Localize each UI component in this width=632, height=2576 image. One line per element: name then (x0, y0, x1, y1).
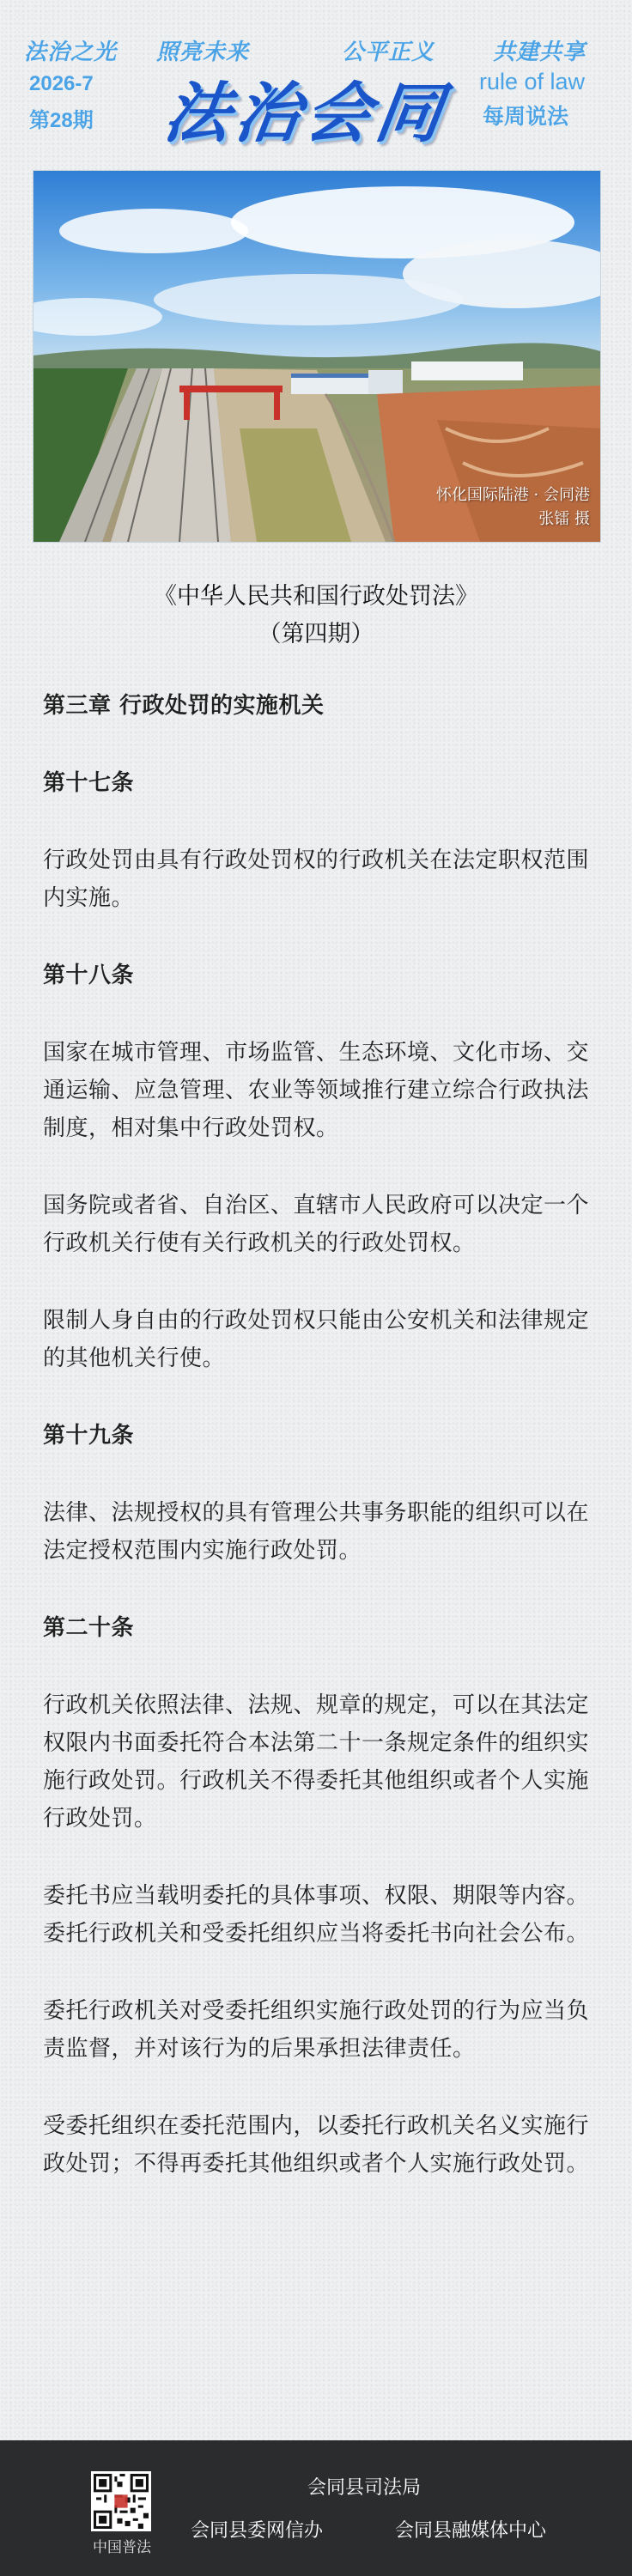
document-title: 《中华人民共和国行政处罚法》 (154, 583, 478, 610)
document-subtitle: （第四期） (258, 621, 374, 647)
chapter-heading: 第三章 行政处罚的实施机关 (43, 693, 325, 719)
article-20-paragraph-4: 受委托组织在委托范围内，以委托行政机关名义实施行政处罚；不得再委托其他组织或者个人实施行政处罚。 (43, 2113, 590, 2177)
footer-org-cyberspace: 会同县委网信办 (191, 2520, 324, 2542)
article-19-paragraph-1: 法律、法规授权的具有管理公共事务职能的组织可以在法定授权范围内实施行政处罚。 (43, 1500, 590, 1564)
photo-caption-location: 怀化国际陆港 · 会同港 (435, 486, 590, 504)
weekly-label: 每周说法 (483, 105, 569, 129)
slogan-4: 共建共享 (493, 39, 586, 65)
qr-label: 中国普法 (93, 2539, 151, 2556)
photo-caption (436, 483, 590, 532)
photo-caption-credit: 张镭 摄 (538, 510, 590, 528)
article-20-paragraph-1: 行政机关依照法律、法规、规章的规定，可以在其法定权限内书面委托符合本法第二十一条规定条件的组织实施行政处罚。行政机关不得委托其他组织或者个人实施行政处罚。 (43, 1692, 590, 1832)
article-18-paragraph-3: 限制人身自由的行政处罚权只能由公安机关和法律规定的其他机关行使。 (43, 1308, 590, 1371)
header-photo (33, 170, 601, 543)
english-tagline: rule of law (479, 69, 586, 94)
article-18-heading: 第十八条 (43, 963, 135, 988)
issue-number: 第28期 (29, 109, 94, 132)
qr-code-icon (94, 2474, 149, 2529)
slogan-3: 公平正义 (342, 39, 435, 65)
footer (0, 2440, 632, 2576)
article-20-paragraph-3: 委托行政机关对受委托组织实施行政处罚的行为应当负责监督，并对该行为的后果承担法律责任。 (43, 1998, 590, 2062)
article-19-heading: 第十九条 (43, 1423, 135, 1449)
article-18-paragraph-1: 国家在城市管理、市场监管、生态环境、文化市场、交通运输、应急管理、农业等领域推行建立综合行政执法制度，相对集中行政处罚权。 (43, 1040, 590, 1141)
article-body (43, 687, 589, 2183)
slogan-1: 法治之光 (24, 39, 118, 65)
issue-date: 2026-7 (29, 72, 94, 95)
footer-org-media: 会同县融媒体中心 (395, 2520, 547, 2542)
header (0, 0, 632, 172)
brand-logo: 法治会同 (159, 75, 453, 151)
footer-org-justice: 会同县司法局 (307, 2477, 422, 2499)
article-17-paragraph-1: 行政处罚由具有行政处罚权的行政机关在法定职权范围内实施。 (43, 848, 590, 911)
article-17-heading: 第十七条 (43, 770, 135, 796)
slogan-2: 照亮未来 (156, 39, 250, 65)
qr-code[interactable] (91, 2471, 151, 2531)
article-18-paragraph-2: 国务院或者省、自治区、直辖市人民政府可以决定一个行政机关行使有关行政机关的行政处罚权。 (43, 1193, 590, 1256)
article-20-heading: 第二十条 (43, 1615, 135, 1641)
article-20-paragraph-2: 委托书应当载明委托的具体事项、权限、期限等内容。委托行政机关和受委托组织应当将委托书向社会公布。 (43, 1883, 590, 1947)
